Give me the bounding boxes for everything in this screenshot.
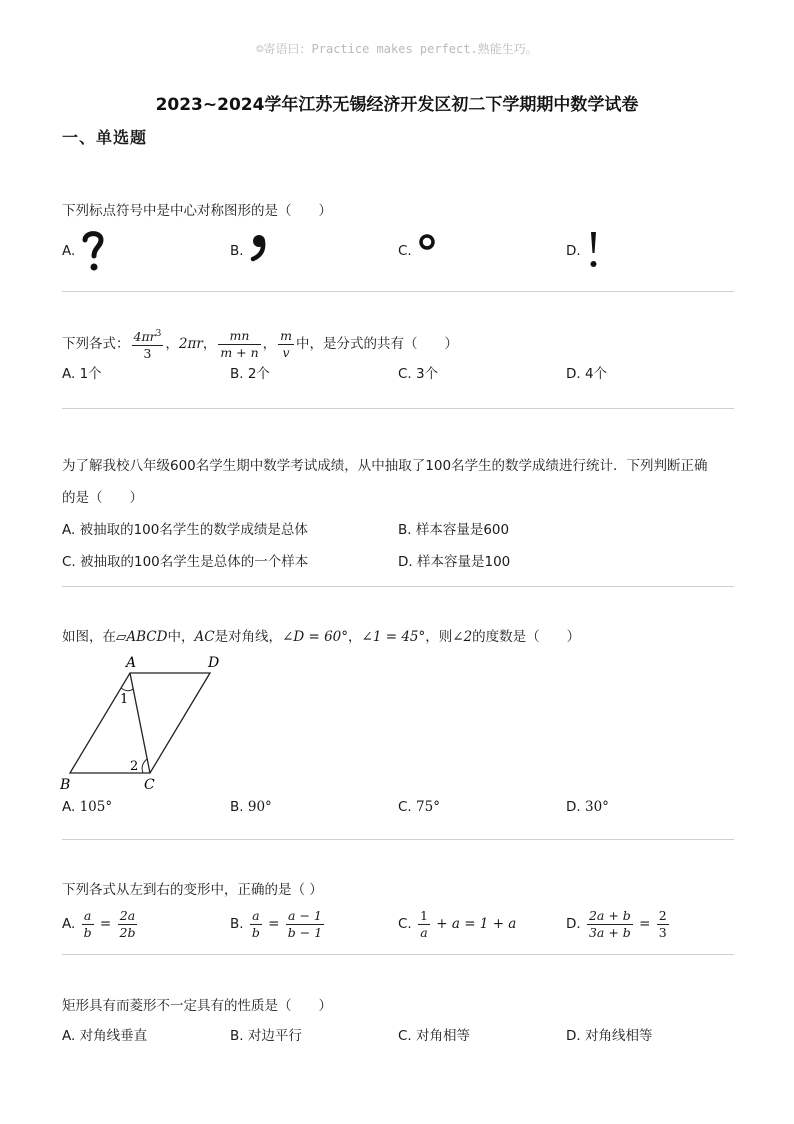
- q3-option-a[interactable]: A. 被抽取的100名学生的数学成绩是总体: [62, 522, 308, 538]
- q4-option-d[interactable]: D. 30°: [566, 799, 609, 815]
- question-3: [62, 450, 734, 582]
- q1-option-b-label: B.: [230, 243, 244, 259]
- q3-options-row1: [62, 518, 734, 550]
- q5-options: [62, 904, 734, 944]
- q5-option-c[interactable]: C. $\frac{1}{a}$ + a = 1 + a: [398, 907, 517, 940]
- fraction: $\frac{m}{v}$: [280, 327, 292, 360]
- q6-option-b[interactable]: B. 对边平行: [230, 1028, 302, 1044]
- parallelogram-figure: [60, 653, 240, 793]
- question-1: [62, 201, 734, 273]
- q3-option-b[interactable]: B. 样本容量是600: [398, 522, 510, 538]
- q1-option-c[interactable]: [398, 229, 438, 273]
- question-2: [62, 326, 734, 386]
- q5-option-a[interactable]: A. $\frac{a}{b}$ = $\frac{2a}{2b}$: [62, 907, 136, 940]
- divider: [62, 954, 734, 955]
- q1-stem: 下列标点符号中是中心对称图形的是（ ）: [62, 203, 332, 219]
- q6-stem: 矩形具有而菱形不一定具有的性质是（ ）: [62, 998, 332, 1014]
- q2-stem: 下列各式： $\frac{4\pi r^3}{3}$ ，2πr， $\frac{mn}{m + n}$ ， $\frac{m}{v}$ 中，是分式的共有（ ）: [62, 327, 458, 362]
- comma-icon: [248, 229, 268, 273]
- q6-option-d[interactable]: D. 对角线相等: [566, 1028, 653, 1044]
- q3-option-c[interactable]: C. 被抽取的100名学生是总体的一个样本: [62, 554, 309, 570]
- angle-1-arc: [121, 688, 133, 691]
- q1-option-d[interactable]: [566, 229, 601, 273]
- page-title: 2023~2024学年江苏无锡经济开发区初二下学期期中数学试卷: [155, 95, 639, 115]
- q2-options: [62, 362, 734, 386]
- full-stop-circle-icon: [416, 229, 438, 273]
- fraction: $\frac{4\pi r^3}{3}$: [132, 326, 164, 362]
- exclamation-mark-icon: [585, 229, 601, 273]
- q5-stem: 下列各式从左到右的变形中，正确的是（ ）: [62, 882, 323, 898]
- diagonal-ac: [130, 673, 150, 773]
- divider: [62, 839, 734, 840]
- vertex-label-b: B: [60, 777, 71, 793]
- q2-option-b[interactable]: B. 2个: [230, 366, 270, 383]
- divider: [62, 291, 734, 292]
- q1-option-b[interactable]: [230, 229, 268, 273]
- q5-option-d[interactable]: D. $\frac{2a + b}{3a + b}$ = $\frac{2}{3}$: [566, 907, 667, 940]
- q1-options: [62, 229, 734, 273]
- q4-option-b[interactable]: B. 90°: [230, 799, 272, 815]
- question-4: [62, 627, 734, 819]
- divider: [62, 586, 734, 587]
- angle-label-2: 2: [130, 759, 139, 774]
- fraction: $\frac{mn}{m + n}$: [220, 327, 259, 360]
- q2-option-a[interactable]: A. 1个: [62, 366, 102, 383]
- q6-option-a[interactable]: A. 对角线垂直: [62, 1028, 148, 1044]
- q6-option-c[interactable]: C. 对角相等: [398, 1028, 471, 1044]
- angle-2-arc: [142, 759, 147, 773]
- section-heading: 一、单选题: [62, 128, 148, 147]
- q1-option-a[interactable]: [62, 229, 106, 273]
- q3-option-d[interactable]: D. 样本容量是100: [398, 554, 511, 570]
- q4-stem: 如图，在▱ABCD中，AC是对角线，∠D = 60°，∠1 = 45°，则∠2的度数是（ ）: [62, 629, 581, 645]
- vertex-label-c: C: [144, 777, 155, 793]
- vertex-label-a: A: [126, 655, 137, 671]
- q1-option-c-label: C.: [398, 243, 412, 259]
- angle-label-1: 1: [120, 692, 129, 707]
- q1-option-a-label: A.: [62, 243, 76, 259]
- motto: ☺寄语曰：Practice makes perfect.熟能生巧。: [256, 42, 538, 56]
- divider: [62, 408, 734, 409]
- q2-option-d[interactable]: D. 4个: [566, 366, 608, 383]
- q4-options: [62, 795, 734, 819]
- vertex-label-d: D: [208, 655, 220, 671]
- question-mark-icon: [80, 229, 106, 273]
- q4-option-a[interactable]: A. 105°: [62, 799, 113, 815]
- q2-option-c[interactable]: C. 3个: [398, 366, 439, 383]
- q3-stem: 为了解我校八年级600名学生期中数学考试成绩，从中抽取了100名学生的数学成绩进行统计．下列判断正确 的是（ ）: [62, 458, 708, 506]
- q3-options-row2: [62, 550, 734, 582]
- question-6: [62, 996, 734, 1048]
- q4-option-c[interactable]: C. 75°: [398, 799, 440, 815]
- question-5: [62, 880, 734, 944]
- q1-option-d-label: D.: [566, 243, 581, 259]
- q6-options: [62, 1024, 734, 1048]
- q5-option-b[interactable]: B. $\frac{a}{b}$ = $\frac{a - 1}{b - 1}$: [230, 907, 323, 940]
